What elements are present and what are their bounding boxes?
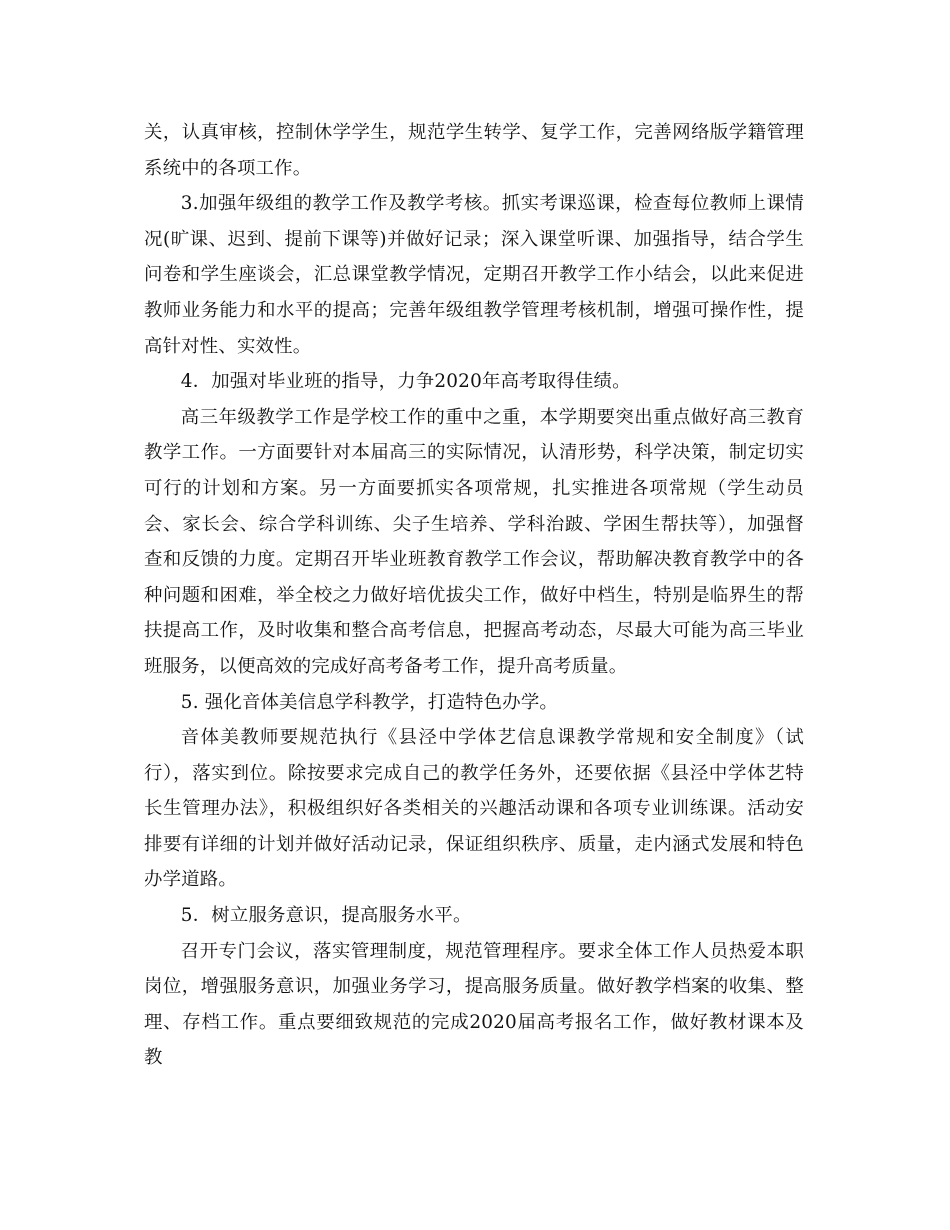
paragraph-6: 音体美教师要规范执行《县泾中学体艺信息课教学常规和安全制度》（试行），落实到位。除按要求完成自己的教学任务外，还要依据《县泾中学体艺特长生管理办法》，积极组织好各类相关的兴趣活动课和各项专业训练课。活动安排要有详细的计划并做好活动记录，保证组织秩序、质量，走内涵式发展和特色办学道路。 [144, 727, 804, 891]
paragraph-3: 4．加强对毕业班的指导，力争2020年高考取得佳绩。 [180, 371, 631, 393]
paragraph-8: 召开专门会议，落实管理制度，规范管理程序。要求全体工作人员热爱本职岗位，增强服务意识，加强业务学习，提高服务质量。做好教学档案的收集、整理、存档工作。重点要细致规范的完成2020届高考报名工作，做好教材课本及教 [144, 940, 804, 1069]
paragraph-4: 高三年级教学工作是学校工作的重中之重，本学期要突出重点做好高三教育教学工作。一方面要针对本届高三的实际情况，认清形势，科学决策，制定切实可行的计划和方案。另一方面要抓实各项常规，扎实推进各项常规（学生动员会、家长会、综合学科训练、尖子生培养、学科治跛、学困生帮扶等），加强督查和反馈的力度。定期召开毕业班教育教学工作会议，帮助解决教育教学中的各种问题和困难，举全校之力做好培优拔尖工作，做好中档生，特别是临界生的帮扶提高工作，及时收集和整合高考信息，把握高考动态，尽最大可能为高三毕业班服务，以便高效的完成好高考备考工作，提升高考质量。 [144, 406, 804, 677]
document-body [144, 115, 804, 1076]
paragraph-1: 关，认真审核，控制休学学生，规范学生转学、复学工作，完善网络版学籍管理系统中的各项工作。 [144, 122, 804, 179]
paragraph-7: 5．树立服务意识，提高服务水平。 [180, 905, 472, 927]
paragraph-2: 3.加强年级组的教学工作及教学考核。抓实考课巡课，检查每位教师上课情况(旷课、迟到、提前下课等)并做好记录；深入课堂听课、加强指导，结合学生问卷和学生座谈会，汇总课堂教学情况，定期召开教学工作小结会，以此来促进教师业务能力和水平的提高；完善年级组教学管理考核机制，增强可操作性，提高针对性、实效性。 [144, 193, 804, 357]
paragraph-5: 5. 强化音体美信息学科教学，打造特色办学。 [180, 691, 559, 713]
